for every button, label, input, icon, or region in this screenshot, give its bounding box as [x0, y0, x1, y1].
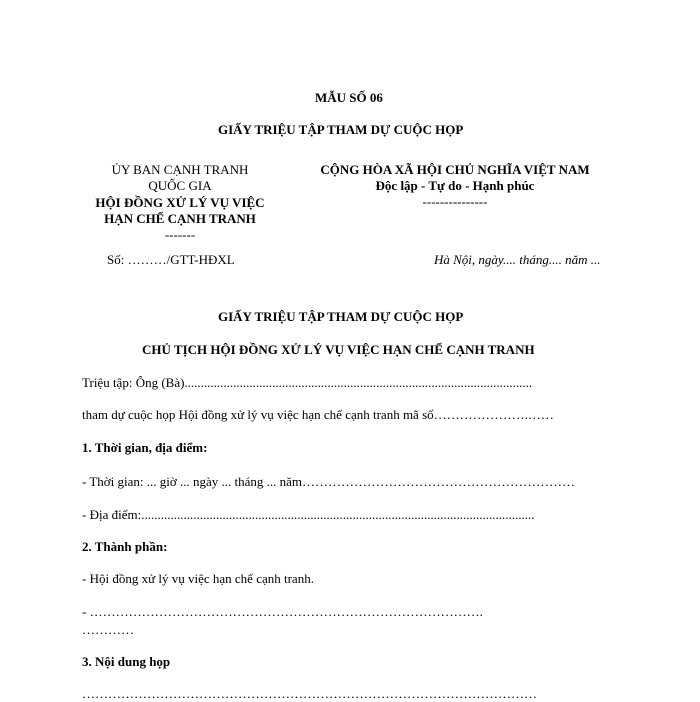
right-header-divider: --------------- — [422, 194, 488, 209]
council-line-2: HẠN CHẾ CẠNH TRANH — [104, 211, 256, 226]
agency-line-1: ỦY BAN CẠNH TRANH — [111, 162, 249, 177]
agency-line-2: QUỐC GIA — [148, 178, 212, 193]
blank-line-1: - ………………………………………………………………………………. — [82, 604, 483, 619]
body-subtitle: CHỦ TỊCH HỘI ĐỒNG XỬ LÝ VỤ VIỆC HẠN CHẾ CẠNH TRANH — [142, 342, 535, 357]
national-motto: Độc lập - Tự do - Hạnh phúc — [375, 178, 535, 193]
republic-title: CỘNG HÒA XÃ HỘI CHỦ NGHĨA VIỆT NAM — [320, 162, 590, 177]
summons-line: Triệu tập: Ông (Bà)........................................................................................................... — [82, 375, 533, 390]
section-2-heading: 2. Thành phần: — [82, 539, 168, 554]
form-number: MẪU SỐ 06 — [315, 90, 383, 105]
time-line: - Thời gian: ... giờ ... ngày ... tháng ... năm……………………………………………………… — [82, 474, 576, 489]
place-line: - Địa điểm:......................................................................................................................... — [82, 507, 535, 522]
place-date: Hà Nội, ngày.... tháng.... năm ... — [434, 252, 601, 267]
section-3-heading: 3. Nội dung họp — [82, 654, 171, 669]
attend-line: tham dự cuộc họp Hội đồng xử lý vụ việc hạn chế cạnh tranh mã số………………….…… — [82, 407, 554, 422]
body-title: GIẤY TRIỆU TẬP THAM DỰ CUỘC HỌP — [218, 309, 464, 324]
left-header-divider: ------- — [164, 227, 196, 242]
blank-line-2: ………… — [82, 622, 134, 637]
document-number: Số: ………/GTT-HĐXL — [107, 252, 235, 267]
document-title: GIẤY TRIỆU TẬP THAM DỰ CUỘC HỌP — [218, 122, 464, 137]
council-line-1: HỘI ĐỒNG XỬ LÝ VỤ VIỆC — [95, 195, 265, 210]
section-1-heading: 1. Thời gian, địa điểm: — [82, 440, 208, 455]
agenda-blank-line: …………………………………………………………………………………………… — [82, 686, 537, 701]
member-line: - Hội đồng xử lý vụ việc hạn chế cạnh tranh. — [82, 571, 314, 586]
